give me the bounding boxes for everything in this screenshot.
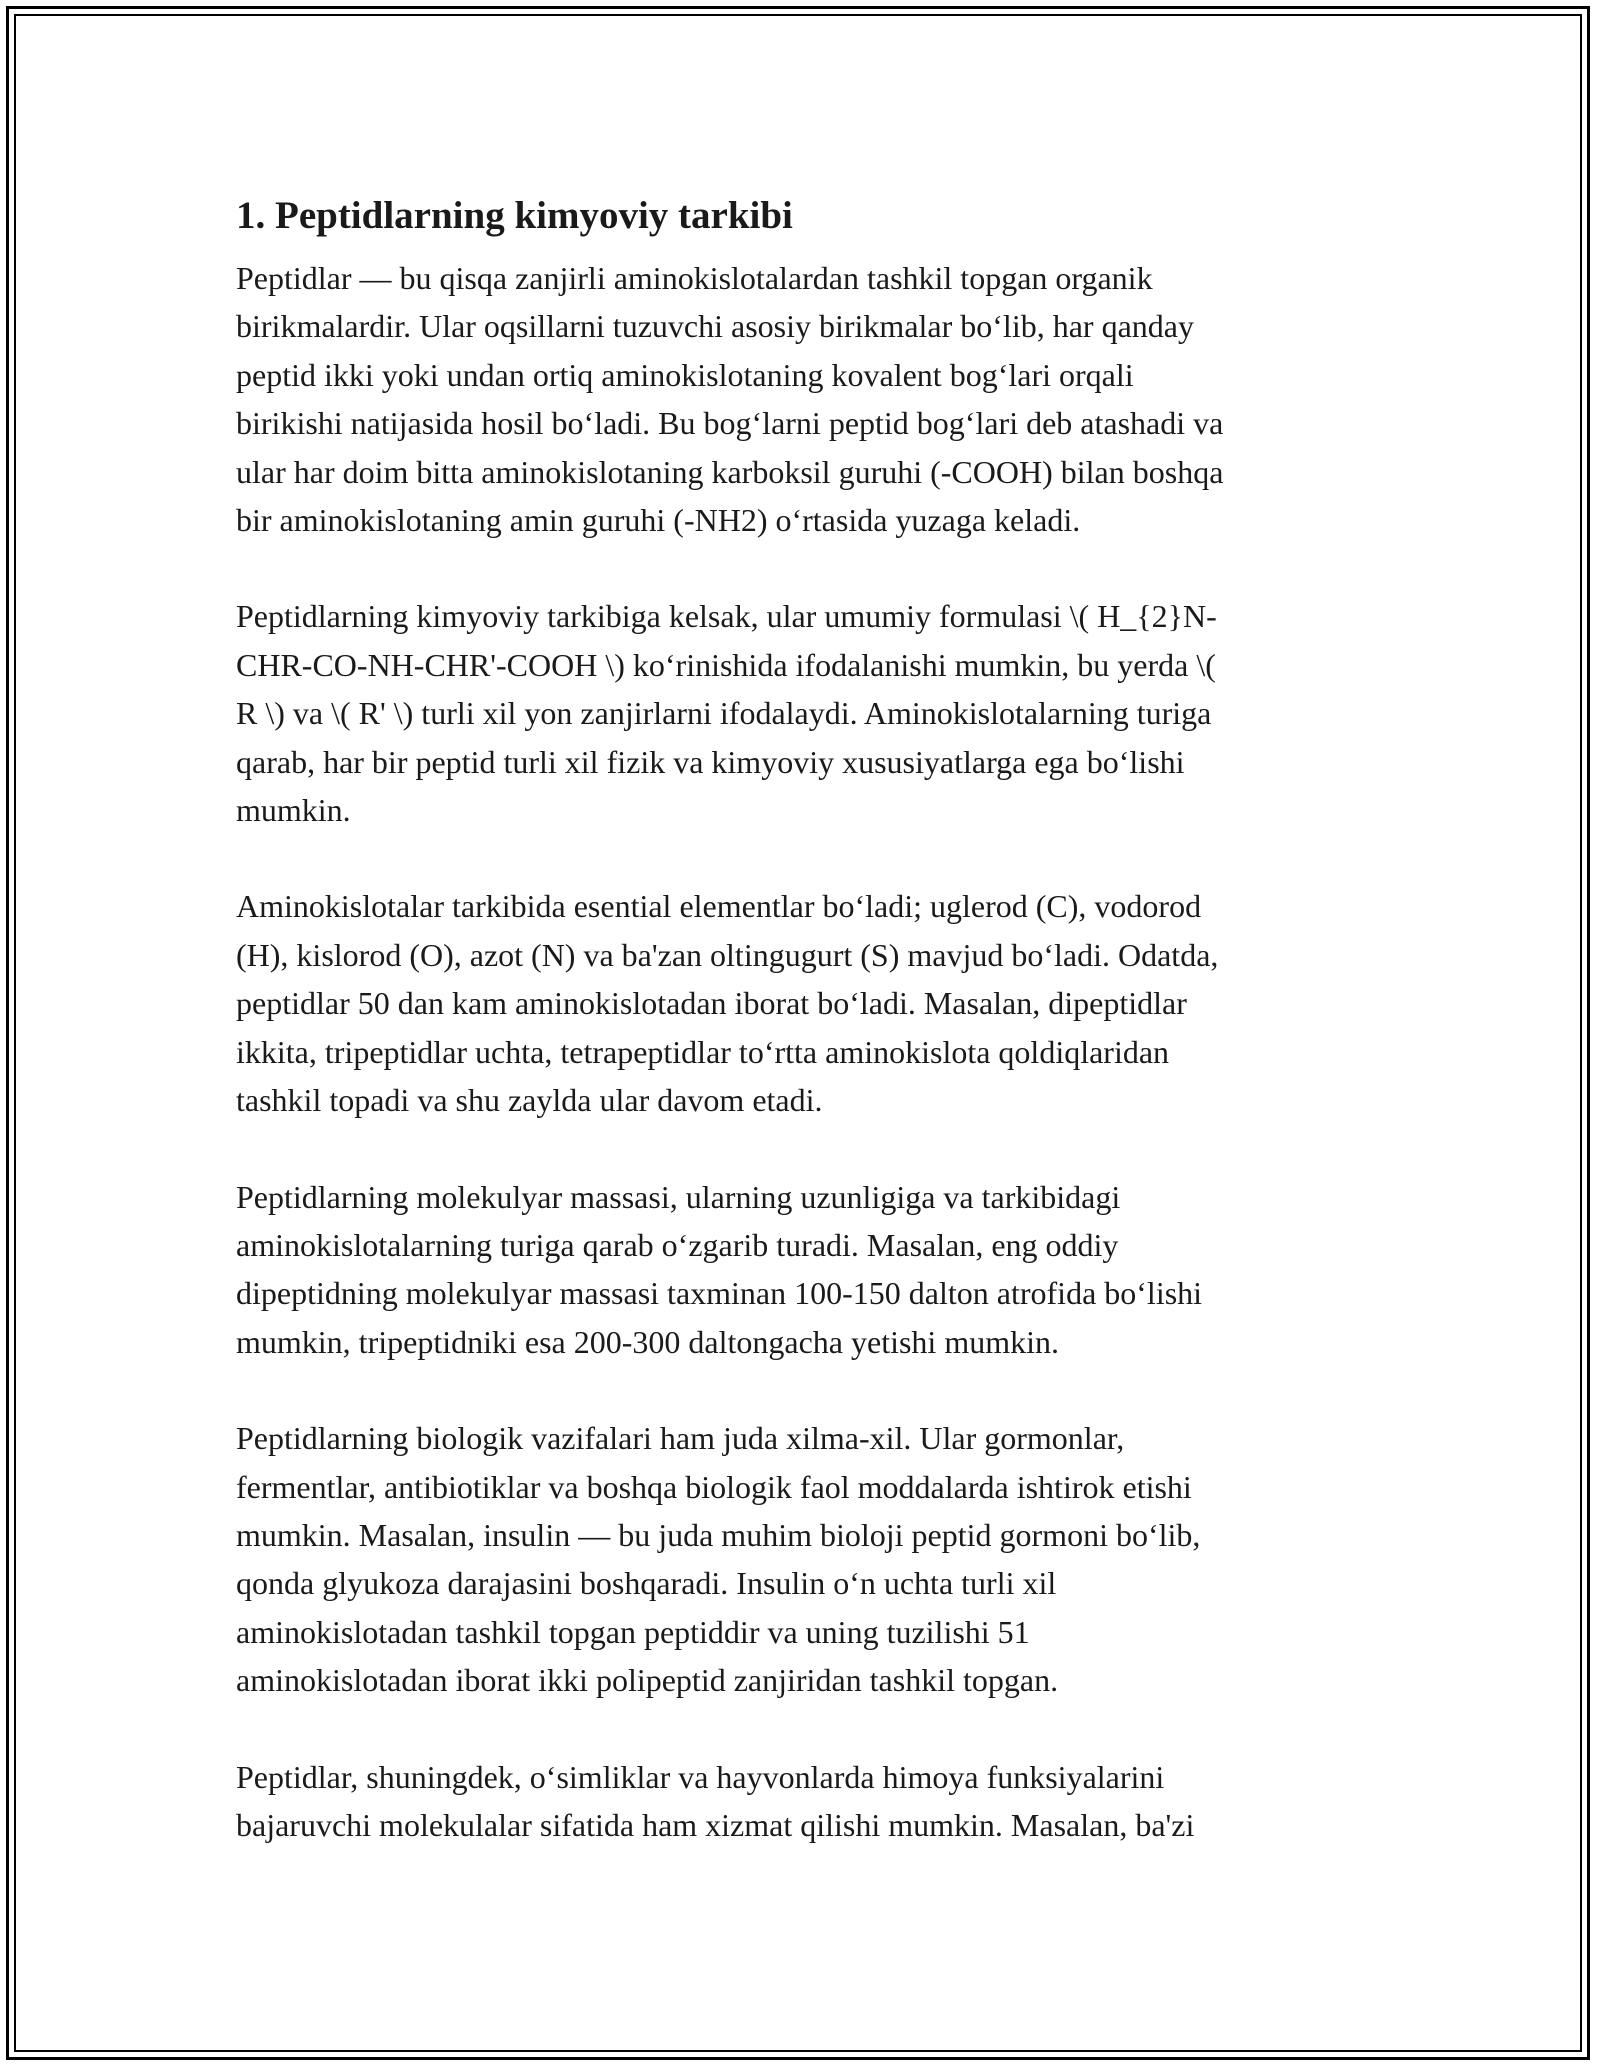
paragraph-line: birikmalardir. Ular oqsillarni tuzuvchi asosiy birikmalar bo‘lib, har qanday: [236, 308, 1194, 345]
paragraph-line: (H), kislorod (O), azot (N) va ba'zan oltingugurt (S) mavjud bo‘ladi. Odatda,: [236, 936, 1219, 973]
paragraph-line: qonda glyukoza darajasini boshqaradi. Insulin o‘n uchta turli xil: [236, 1565, 1057, 1602]
paragraph-line: dipeptidning molekulyar massasi taxminan 100-150 dalton atrofida bo‘lishi: [236, 1275, 1203, 1312]
paragraph-line: mumkin, tripeptidniki esa 200-300 daltongacha yetishi mumkin.: [236, 1323, 1059, 1360]
paragraph-line: peptid ikki yoki undan ortiq aminokislotaning kovalent bog‘lari orqali: [236, 356, 1134, 393]
paragraph: [236, 592, 1396, 834]
paragraph-line: R \) va \( R' \) turli xil yon zanjirlarni ifodalaydi. Aminokislotalarning turiga: [236, 695, 1212, 732]
paragraph-line: ular har doim bitta aminokislotaning karboksil guruhi (-COOH) bilan boshqa: [236, 453, 1224, 490]
paragraph-line: mumkin. Masalan, insulin — bu juda muhim bioloji peptid gormoni bo‘lib,: [236, 1516, 1201, 1553]
paragraph-line: bir aminokislotaning amin guruhi (-NH2) o‘rtasida yuzaga keladi.: [236, 502, 1081, 539]
paragraph-line: tashkil topadi va shu zaylda ular davom etadi.: [236, 1082, 823, 1119]
paragraph-line: ikkita, tripeptidlar uchta, tetrapeptidlar to‘rtta aminokislota qoldiqlaridan: [236, 1033, 1170, 1070]
paragraphs-container: [236, 254, 1396, 1849]
paragraph-line: peptidlar 50 dan kam aminokislotadan iborat bo‘ladi. Masalan, dipeptidlar: [236, 985, 1187, 1022]
paragraph: [236, 1414, 1396, 1704]
paragraph: [236, 254, 1396, 544]
paragraph-line: fermentlar, antibiotiklar va boshqa biologik faol moddalarda ishtirok etishi: [236, 1468, 1192, 1505]
paragraph-line: aminokislotadan iborat ikki polipeptid zanjiridan tashkil topgan.: [236, 1662, 1059, 1699]
paragraph-line: qarab, har bir peptid turli xil fizik va kimyoviy xususiyatlarga ega bo‘lishi: [236, 743, 1185, 780]
paragraph-line: Peptidlarning biologik vazifalari ham juda xilma-xil. Ular gormonlar,: [236, 1420, 1125, 1457]
paragraph-line: birikishi natijasida hosil bo‘ladi. Bu bog‘larni peptid bog‘lari deb atashadi va: [236, 405, 1224, 442]
paragraph-line: bajaruvchi molekulalar sifatida ham xizmat qilishi mumkin. Masalan, ba'zi: [236, 1806, 1195, 1843]
paragraph-line: Peptidlarning molekulyar massasi, ularning uzunligiga va tarkibidagi: [236, 1178, 1121, 1215]
paragraph-line: Peptidlarning kimyoviy tarkibiga kelsak, ular umumiy formulasi \( H_{2}N-: [236, 598, 1217, 635]
paragraph-line: mumkin.: [236, 792, 351, 829]
paragraph-line: Peptidlar, shuningdek, o‘simliklar va hayvonlarda himoya funksiyalarini: [236, 1758, 1165, 1795]
paragraph-line: aminokislotadan tashkil topgan peptiddir va uning tuzilishi 51: [236, 1613, 1030, 1650]
document-body: [236, 186, 1396, 1897]
paragraph: [236, 1753, 1396, 1850]
paragraph-line: aminokislotalarning turiga qarab o‘zgarib turadi. Masalan, eng oddiy: [236, 1226, 1119, 1263]
section-heading: 1. Peptidlarning kimyoviy tarkibi: [236, 194, 793, 237]
paragraph-line: CHR-CO-NH-CHR'-COOH \) ko‘rinishida ifodalanishi mumkin, bu yerda \(: [236, 646, 1216, 683]
paragraph-line: Peptidlar — bu qisqa zanjirli aminokislotalardan tashkil topgan organik: [236, 260, 1153, 296]
paragraph: [236, 1173, 1396, 1367]
paragraph: [236, 882, 1396, 1124]
paragraph-line: Aminokislotalar tarkibida esential elementlar bo‘ladi; uglerod (C), vodorod: [236, 888, 1202, 925]
